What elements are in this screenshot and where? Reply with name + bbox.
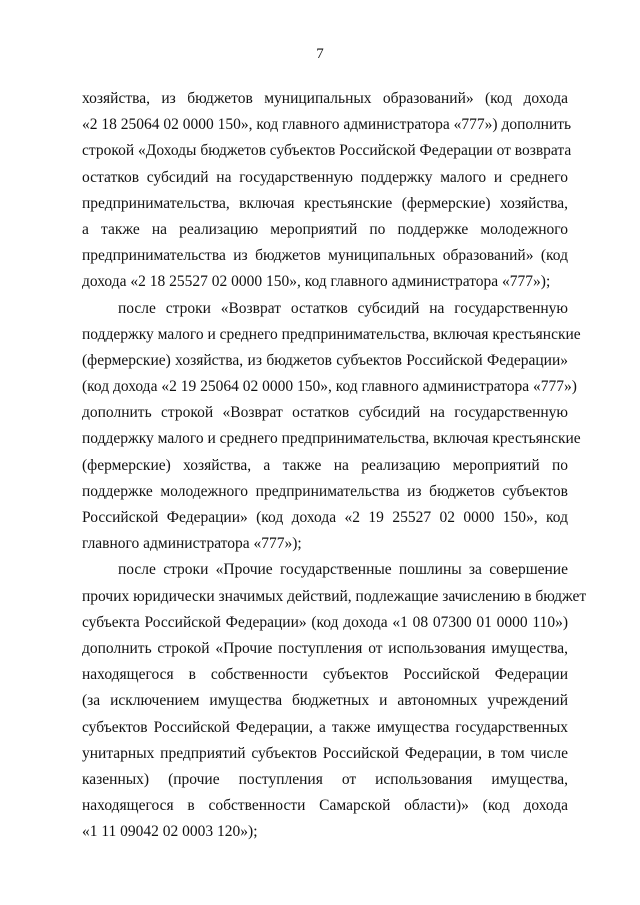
text-line: после строки «Возврат остатков субсидий на государственную <box>118 299 568 317</box>
text-line: дохода «2 18 25527 02 0000 150», код главного администратора «777»); <box>82 273 551 291</box>
text-line: поддержку малого и среднего предпринимательства, включая крестьянские <box>82 430 581 448</box>
paragraph <box>82 86 572 296</box>
text-line: главного администратора «777»); <box>82 535 302 553</box>
text-line: дополнить строкой «Прочие поступления от использования имущества, <box>82 639 568 657</box>
text-line: предпринимательства, включая крестьянские (фермерские) хозяйства, <box>82 194 568 212</box>
text-line: хозяйства, из бюджетов муниципальных образований» (код дохода <box>82 90 568 107</box>
text-line: остатков субсидий на государственную поддержку малого и среднего <box>82 168 568 186</box>
text-line: строкой «Доходы бюджетов субъектов Российской Федерации от возврата <box>82 142 572 160</box>
text-line: субъекта Российской Федерации» (код дохода «1 08 07300 01 0000 110») <box>82 613 568 631</box>
text-line: предпринимательства из бюджетов муниципальных образований» (код <box>82 247 568 265</box>
page-number: 7 <box>316 46 324 62</box>
text-line: поддержке молодежного предпринимательства из бюджетов субъектов <box>82 482 568 500</box>
text-line: (фермерские) хозяйства, а также на реализацию мероприятий по <box>82 456 568 474</box>
text-line: поддержку малого и среднего предпринимательства, включая крестьянские <box>82 325 581 343</box>
text-line: (код дохода «2 19 25064 02 0000 150», код главного администратора «777») <box>82 378 577 396</box>
text-line: субъектов Российской Федерации, а также имущества государственных <box>82 718 568 736</box>
text-line: «1 11 09042 02 0003 120»); <box>82 823 258 841</box>
text-line: (фермерские) хозяйства, из бюджетов субъектов Российской Федерации» <box>82 351 568 369</box>
text-line: находящегося в собственности Самарской области)» (код дохода <box>82 797 568 815</box>
text-line: находящегося в собственности субъектов Российской Федерации <box>82 666 568 684</box>
text-line: унитарных предприятий субъектов Российской Федерации, в том числе <box>82 744 568 762</box>
paragraph <box>82 296 581 558</box>
text-line: дополнить строкой «Возврат остатков субсидий на государственную <box>82 404 568 422</box>
text-line: Российской Федерации» (код дохода «2 19 25527 02 0000 150», код <box>82 509 568 526</box>
text-line: после строки «Прочие государственные пошлины за совершение <box>118 561 568 579</box>
text-line: а также на реализацию мероприятий по поддержке молодежного <box>82 220 568 238</box>
text-line: казенных) (прочие поступления от использования имущества, <box>82 770 568 788</box>
document-body <box>82 86 587 845</box>
text-line: прочих юридически значимых действий, подлежащие зачислению в бюджет <box>82 587 587 605</box>
text-line: «2 18 25064 02 0000 150», код главного администратора «777») дополнить <box>82 116 572 134</box>
text-line: (за исключением имущества бюджетных и автономных учреждений <box>82 692 568 710</box>
paragraph <box>82 557 587 845</box>
